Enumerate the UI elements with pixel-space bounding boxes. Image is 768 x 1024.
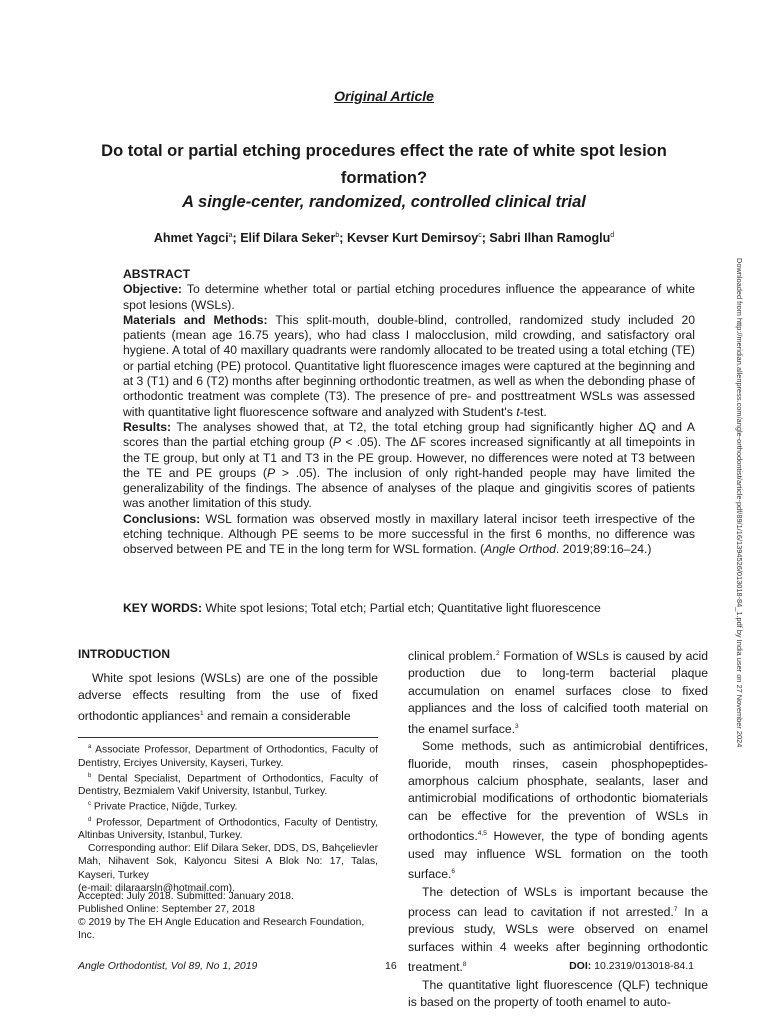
author-separator: ; [481, 231, 490, 245]
intro-text: Formation of WSLs is caused by acid production due to long-term bacterial plaque accumulation on enamel surfaces close to fixed appliances and the loss of calcified tooth material on the enamel surface. [408, 649, 708, 736]
abstract-conclusions [123, 512, 695, 558]
abstract-heading: ABSTRACT [123, 267, 191, 281]
citation-ref: 2 [495, 650, 500, 657]
methods-text-end: -test. [519, 404, 547, 419]
author-name: Kevser Kurt Demirsoy [346, 231, 479, 245]
author-affiliation-mark: a [228, 231, 233, 239]
citation-ref: 7 [673, 905, 678, 913]
intro-paragraph: The quantitative light fluorescence (QLF) technique is based on the property of tooth enamel to auto- [408, 977, 708, 1010]
footnote-mark: d [88, 816, 92, 823]
footnote-text: Professor, Department of Orthodontics, Faculty of Dentistry, Altinbas University, Istanbul, Turkey. [78, 817, 378, 842]
intro-text: White spot lesions (WSLs) are one of the possible adverse effects resulting from the use of fixed orthodontic appliances [78, 671, 378, 723]
conclusions-label: Conclusions: [123, 511, 201, 526]
author-name: Ahmet Yagci [153, 231, 229, 245]
abstract-results [123, 420, 695, 512]
abstract-objective [123, 282, 695, 313]
intro-paragraph [78, 670, 378, 725]
results-p-italic: P [266, 465, 276, 480]
citation-ref: 8 [462, 961, 467, 969]
download-sidebar [732, 258, 744, 958]
footnote [78, 770, 378, 799]
author-name: Sabri Ilhan Ramoglu [489, 231, 611, 245]
citation-ref: 4,5 [477, 830, 487, 838]
published-date: Published Online: September 27, 2018 [78, 904, 255, 916]
footnote-divider [78, 737, 378, 738]
footnote [78, 814, 378, 843]
objective-text: To determine whether total or partial etching procedures influence the appearance of white spot lesions (WSLs). [123, 282, 695, 312]
introduction-right-column [408, 645, 708, 1012]
affiliation-footnotes [78, 741, 378, 895]
citation-ref: 6 [451, 868, 455, 876]
methods-text: This split-mouth, double-blind, controlled, randomized study included 20 patients (mean age 16.75 years), who had class I malocclusion, mild crowding, and satisfactory oral hygiene. A total of 40 maxillary quadrants were randomly allocated to be treated using a total etching (TE) or partial etching (PE) protocol. Quantitative light fluorescence images were captured at the beginning and at 3 (T1) and 6 (T2) months after beginning orthodontic treatmen, as well as when the debonding phase of orthodontic treatment was complete (T3). The presence of pre- and posttreatment WSLs was assessed with quantitative light fluorescence software and analyzed with Student's [123, 312, 696, 419]
intro-text: The detection of WSLs is important because the process can lead to cavitation if not arrested. [408, 884, 708, 919]
intro-paragraph [408, 738, 708, 883]
journal-citation-footer: Angle Orthodontist, Vol 89, No 1, 2019 [78, 960, 258, 972]
conclusions-text: WSL formation was observed mostly in maxillary lateral incisor teeth irrespective of the etching technique. Although PE seems to be more successful in the first 6 months, no difference was observed between PE and TE in the long term for WSL formation. ( [123, 511, 696, 557]
author-separator: ; [232, 231, 241, 245]
objective-label: Objective: [123, 282, 182, 297]
intro-text: However, the type of bonding agents used may influence WSL formation on the tooth surface. [408, 829, 708, 882]
keywords [123, 601, 695, 615]
author-affiliation-mark: d [610, 231, 615, 239]
abstract [123, 267, 695, 558]
footnote [78, 741, 378, 770]
article-subtitle: A single-center, randomized, controlled clinical trial [182, 193, 586, 211]
footnote [78, 798, 378, 814]
citation-journal: Angle Orthod [484, 542, 556, 557]
article-title: Do total or partial etching procedures effect the rate of white spot lesion formation? [101, 142, 667, 187]
doi-link[interactable]: 10.2319/013018-84.1 [594, 960, 694, 972]
results-text: The analyses showed that, at T2, the total etching group had significantly higher ΔQ and A scores than the partial etching group ( [123, 419, 695, 450]
doi-footer [569, 960, 694, 972]
page-number: 16 [385, 960, 397, 972]
copyright-notice: © 2019 by The EH Angle Education and Research Foundation, Inc. [78, 917, 365, 942]
accepted-date: Accepted: July 2018. Submitted: January 2018. [78, 891, 294, 902]
intro-text: Some methods, such as antimicrobial dentifrices, fluoride, mouth rinses, casein phosphopeptides-amorphous calcium phosphate, sealants, laser and antimicrobial modifications of orthodontic biomaterials can be effective for the prevention of WSLs in orthodontics. [408, 739, 708, 844]
introduction-left-column [78, 670, 378, 725]
author-separator: ; [339, 231, 347, 245]
results-text: < .05). The ΔF scores increased significantly at all timepoints in the TE group, but only at T1 and T3 in the PE group. However, no differences were noted at T3 between the TE and PE groups ( [123, 435, 695, 480]
article-type-label: Original Article [334, 88, 434, 104]
doi-label: DOI: [569, 960, 592, 972]
citation-rest: . 2019;89:16–24.) [555, 542, 652, 557]
methods-t-italic: t [516, 404, 520, 419]
author-affiliation-mark: b [335, 231, 340, 239]
intro-text: clinical problem. [408, 649, 496, 664]
corresponding-author: Corresponding author: Elif Dilara Seker, DDS, DS, Bahçelievler Mah, Nihavent Sok, Kalyoncu Sitesi A Blok No: 17, Talas, Kayseri, Turkey [78, 843, 378, 881]
download-note: Downloaded from http://meridian.allenpress.com/angle-orthodontist/article-pdf/89/1/16/1394526/013018-84_1.pdf by India user on 27 November 2024 [735, 258, 744, 748]
footnote-mark: c [88, 801, 91, 808]
author-name: Elif Dilara Seker [240, 231, 336, 245]
author-list [0, 231, 768, 245]
publication-dates [78, 890, 378, 942]
results-label: Results: [123, 419, 172, 434]
footnote-mark: a [88, 744, 92, 750]
introduction-heading: INTRODUCTION [78, 647, 170, 661]
results-p-italic: P [332, 435, 342, 450]
results-text: > .05). The inclusion of only right-handed people may have limited the generalizability of the findings. The absence of analyses of the plaque and gingivitis scores of patients was another limitation of this study. [123, 465, 695, 511]
author-affiliation-mark: c [478, 231, 482, 239]
corresponding-email: (e-mail: dilaraarsln@hotmail.com). [78, 882, 235, 894]
citation-ref: 1 [199, 709, 204, 717]
methods-label: Materials and Methods: [123, 312, 268, 327]
footnote-text: Private Practice, Niğde, Turkey. [91, 801, 238, 813]
keywords-text: White spot lesions; Total etch; Partial etch; Quantitative light fluorescence [205, 601, 601, 615]
footnote-text: Dental Specialist, Department of Orthodontics, Faculty of Dentistry, Bezmialem Vakif University, Istanbul, Turkey. [78, 773, 378, 798]
footnote-text: Associate Professor, Department of Orthodontics, Faculty of Dentistry, Erciyes University, Kayseri, Turkey. [78, 744, 378, 769]
keywords-label: KEY WORDS: [123, 601, 202, 615]
intro-text: In a previous study, WSLs were observed on enamel surfaces within 4 weeks after beginning orthodontic treatment. [408, 905, 708, 975]
footnote-mark: b [88, 772, 92, 779]
intro-text: and remain a considerable [203, 708, 351, 723]
abstract-methods [123, 313, 695, 420]
citation-ref: 3 [515, 722, 519, 730]
intro-paragraph [408, 645, 708, 738]
